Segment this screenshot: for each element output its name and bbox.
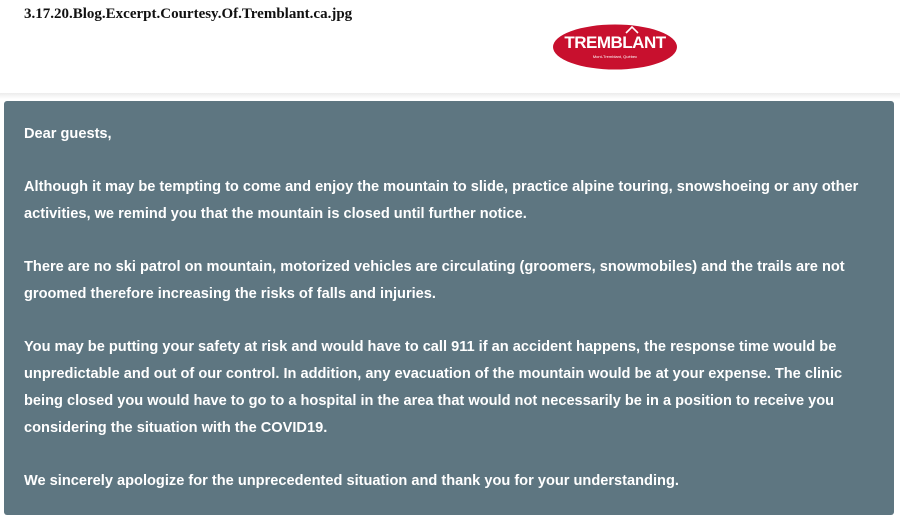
notice-paragraph-risks: There are no ski patrol on mountain, motorized vehicles are circulating (groomers, snowmobiles) and the trails are not groomed therefore increasing the risks of falls and injuries. <box>24 259 845 302</box>
notice-box <box>4 101 894 515</box>
notice-paragraph-closed: Although it may be tempting to come and enjoy the mountain to slide, practice alpine touring, snowshoeing or any other activities, we remind you that the mountain is closed until further notice. <box>24 179 859 222</box>
notice-paragraph-apology: We sincerely apologize for the unprecedented situation and thank you for your understanding. <box>24 473 679 489</box>
logo-subtitle: Mont-Tremblant, Québec <box>592 54 638 59</box>
notice-paragraph-safety: You may be putting your safety at risk and would have to call 911 if an accident happens, the response time would be unpredictable and out of our control. In addition, any evacuation of the mountain would be at your expense. The clinic being closed you would have to go to a hospital in the area that would not necessarily be in a position to receive you considering the situation with the COVID19. <box>24 339 843 436</box>
tremblant-logo[interactable] <box>552 24 678 70</box>
file-title: 3.17.20.Blog.Excerpt.Courtesy.Of.Tremblant.ca.jpg <box>24 6 353 22</box>
header-divider <box>0 93 900 99</box>
greeting: Dear guests, <box>24 126 112 142</box>
logo-wordmark: TREMBLANT <box>564 33 666 52</box>
